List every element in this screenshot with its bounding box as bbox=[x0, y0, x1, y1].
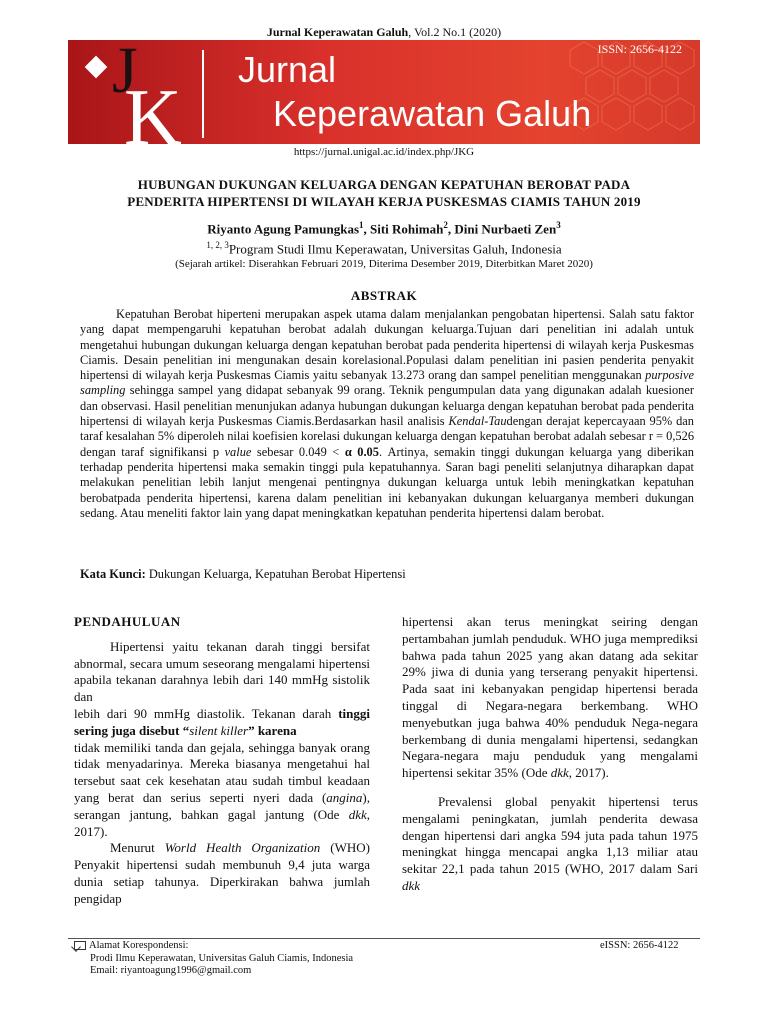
paragraph-left-3-text-c: , 2017). bbox=[74, 806, 370, 839]
paragraph-left-4-italic: World Health Organization bbox=[164, 840, 321, 856]
paragraph-left-3-text-b: ), serangan jantung, bahkan gagal jantung (Ode bbox=[74, 789, 370, 822]
affiliation-sup: 1, 2, 3 bbox=[206, 240, 229, 250]
paragraph-left-2-italic: silent killer bbox=[189, 722, 249, 738]
keywords-label: Kata Kunci: bbox=[80, 567, 146, 581]
author-3: , Dini Nurbaeti Zen bbox=[447, 221, 557, 237]
author-3-sup: 3 bbox=[556, 220, 561, 230]
abstract-heading: ABSTRAK bbox=[350, 288, 418, 303]
paragraph-left-3-italic2: dkk bbox=[348, 806, 367, 822]
body-column-right bbox=[402, 614, 698, 895]
affiliation bbox=[0, 240, 768, 257]
correspondence-email[interactable]: Email: riyantoagung1996@gmail.com bbox=[90, 965, 252, 976]
abstract-italic-c: value bbox=[224, 444, 252, 459]
paragraph-left-2-bold: tinggi sering juga disebut “ bbox=[74, 705, 370, 738]
article-history: (Sejarah artikel: Diserahkan Februari 2019, Diterima Desember 2019, Diterbitkan Maret 2020) bbox=[175, 258, 593, 270]
abstract-text-b: sehingga sampel yang didapat sebanyak 99 orang. Teknik pengumpulan data yang digunakan adalah kuesioner dan observasi. Hasil penelitian menunjukan adanya hubungan dukungan keluarga dengan kepatuhan berobat pada penderita hipertensi di wilayah kerja Puskesmas Ciamis.Berdasarkan hasil analisis bbox=[80, 383, 694, 429]
paragraph-right-1-text: hipertensi akan terus meningkat seiring dengan pertambahan jumlah penduduk. WHO juga memprediksi bahwa pada tahun 2025 yang akan datang ada sekitar 29% jiwa di dunia yang terserang penyakit hipertensi. Pada saat ini kebanyakan pengidap hipertensi berada tinggal di Negara-negara berkembang. WHO menyebutkan juga bahwa 40% penduduk Nega-negara berkembang di dunia mengalami hipertensi, sedangkan Negara-negara maju penduduk yang mengalami hipertensi sekitar 35% (Ode bbox=[402, 614, 698, 781]
logo-letter-j: J bbox=[112, 40, 138, 107]
logo-diamond-icon bbox=[85, 56, 108, 79]
correspondence-address: Prodi Ilmu Keperawatan, Universitas Galuh Ciamis, Indonesia bbox=[90, 952, 354, 964]
paragraph-left-2-text: lebih dari 90 mmHg diastolik. Tekanan darah bbox=[74, 705, 339, 721]
logo-divider bbox=[202, 50, 204, 138]
paragraph-right-1-text-b: , 2017). bbox=[568, 765, 609, 781]
paragraph-right-2 bbox=[402, 794, 698, 895]
banner-issn: ISSN: 2656-4122 bbox=[597, 42, 682, 56]
abstract-text-e: . Artinya, semakin tinggi dukungan keluarga yang diberikan terhadap penderita hipertensi maka semakin tinggi pula kepatuhannya. Saran bagi peneliti selanjutnya diharapkan dapat melakukan penelitian lebih lanjut mengenai pentingnya dukungan keluarga untuk lebih meningkatkan kepatuhan berobatpada penderita hipertensi, karena dalam penelitian ini kebanyakan dukungan keluarganya memberi dukungan sedang. Atau meneliti faktor lain yang dapat meningkatkan kepatuhan penderita hipertensi dalam berobat. bbox=[80, 444, 694, 520]
paragraph-left-3-italic: angina bbox=[326, 789, 363, 805]
abstract-bold-d: α 0.05 bbox=[344, 444, 379, 459]
banner-title-line1: Jurnal bbox=[238, 49, 337, 90]
abstract-text-a: Kepatuhan Berobat hiperteni merupakan aspek utama dalam menjalankan pengobatan hipertensi. Salah satu faktor yang dapat mempengaruhi kepatuhan berobat adalah dukungan keluarga.Tujuan dari penelitian ini adalah untuk mengetahui hubungan dukungan keluarga dengan kepatuhan berobat pada penderita hipertensi di wilayah kerja Puskesmas Ciamis. Desain penelitian ini mengunakan desain korelasional.Populasi dalam penelitian ini pasien penderita penyakit hipertensi di wilayah kerja Puskesmas Ciamis yaitu sebanyak 13.273 orang dan sampel penelitian menggunakan bbox=[80, 307, 694, 383]
envelope-icon bbox=[74, 941, 86, 950]
journal-citation-line bbox=[0, 25, 768, 40]
paragraph-left-3-text: tidak memiliki tanda dan gejala, sehingga banyak orang tidak menyadarinya. Mereka biasanya mengetahui hal tersebut saat cek kesehatan atau sudah timbul keadaan yang berat dan serius seperti nyeri dada ( bbox=[74, 739, 370, 805]
keywords bbox=[80, 567, 694, 582]
abstract-text-d: sebesar 0.049 < bbox=[251, 444, 345, 459]
paragraph-left-4-text-b: (WHO) Penyakit hipertensi sudah membunuh 9,4 juta warga dunia setiap tahunya. Diperkirakan bahwa jumlah pengidap bbox=[74, 840, 370, 906]
keywords-value: Dukungan Keluarga, Kepatuhan Berobat Hipertensi bbox=[145, 567, 406, 581]
paragraph-left-4-text: Menurut bbox=[110, 840, 165, 856]
author-1-sup: 1 bbox=[359, 220, 364, 230]
paragraph-left-4 bbox=[74, 840, 370, 907]
abstract-italic-b: Kendal-Tau bbox=[448, 414, 507, 429]
paper-title-line1: HUBUNGAN DUKUNGAN KELUARGA DENGAN KEPATUHAN BEROBAT PADA bbox=[137, 177, 631, 192]
paragraph-right-1 bbox=[402, 614, 698, 782]
paragraph-right-2-text: Prevalensi global penyakit hipertensi terus mengalami peningkatan, jumlah penderita dewasa dengan hipertensi dari angka 594 juta pada tahun 1975 meningkat hingga mencapai angka 1,13 miliar atau sekitar 22,1 pada tahun 2015 (WHO, 2017 dalam Sari bbox=[402, 793, 698, 877]
paragraph-left-1: Hipertensi yaitu tekanan darah tinggi bersifat abnormal, secara umum seseorang mengalami hipertensi apabila tekanan darahnya lebih dari 140 mmHg sistolik dan bbox=[74, 638, 370, 705]
journal-name: Jurnal Keperawatan Galuh bbox=[266, 25, 409, 39]
author-1: Riyanto Agung Pamungkas bbox=[207, 221, 360, 237]
author-2: , Siti Rohimah bbox=[363, 221, 444, 237]
banner-title-line2: Keperawatan Galuh bbox=[273, 93, 592, 134]
journal-url-link[interactable]: https://jurnal.unigal.ac.id/index.php/JKG bbox=[293, 146, 475, 158]
paper-title bbox=[60, 176, 708, 210]
journal-volume: , Vol.2 No.1 (2020) bbox=[408, 25, 502, 39]
paper-title-line2: PENDERITA HIPERTENSI DI WILAYAH KERJA PUSKESMAS CIAMIS TAHUN 2019 bbox=[127, 194, 641, 209]
footer-eissn: eISSN: 2656-4122 bbox=[600, 940, 679, 951]
footer-divider bbox=[68, 938, 700, 939]
logo-letter-k: K bbox=[124, 74, 182, 144]
paragraph-left-3 bbox=[74, 740, 370, 841]
correspondence-label: Alamat Korespondensi: bbox=[89, 940, 189, 951]
paragraph-right-2-italic: dkk bbox=[402, 877, 421, 893]
abstract-italic-a: purposive sampling bbox=[80, 368, 694, 398]
journal-banner bbox=[68, 40, 700, 144]
body-column-left bbox=[74, 614, 370, 908]
section-heading-pendahuluan: PENDAHULUAN bbox=[74, 614, 181, 629]
paragraph-right-1-italic: dkk bbox=[550, 765, 569, 781]
author-2-sup: 2 bbox=[443, 220, 448, 230]
paragraph-left-2-bold2: ” karena bbox=[248, 722, 297, 738]
affiliation-text: Program Studi Ilmu Keperawatan, Universitas Galuh, Indonesia bbox=[228, 241, 562, 257]
abstract-text-c: dengan derajat kepercayaan 95% dan taraf kesalahan 5% diperoleh nilai koefisien korelasi dukungan keluarga dengan kepatuhan berobat adalah sebesar r = 0,526 dengan taraf signifikansi p bbox=[80, 414, 695, 459]
paragraph-left-2 bbox=[74, 706, 370, 740]
abstract-body bbox=[80, 307, 694, 521]
author-list bbox=[0, 220, 768, 237]
footer-correspondence bbox=[74, 940, 353, 978]
